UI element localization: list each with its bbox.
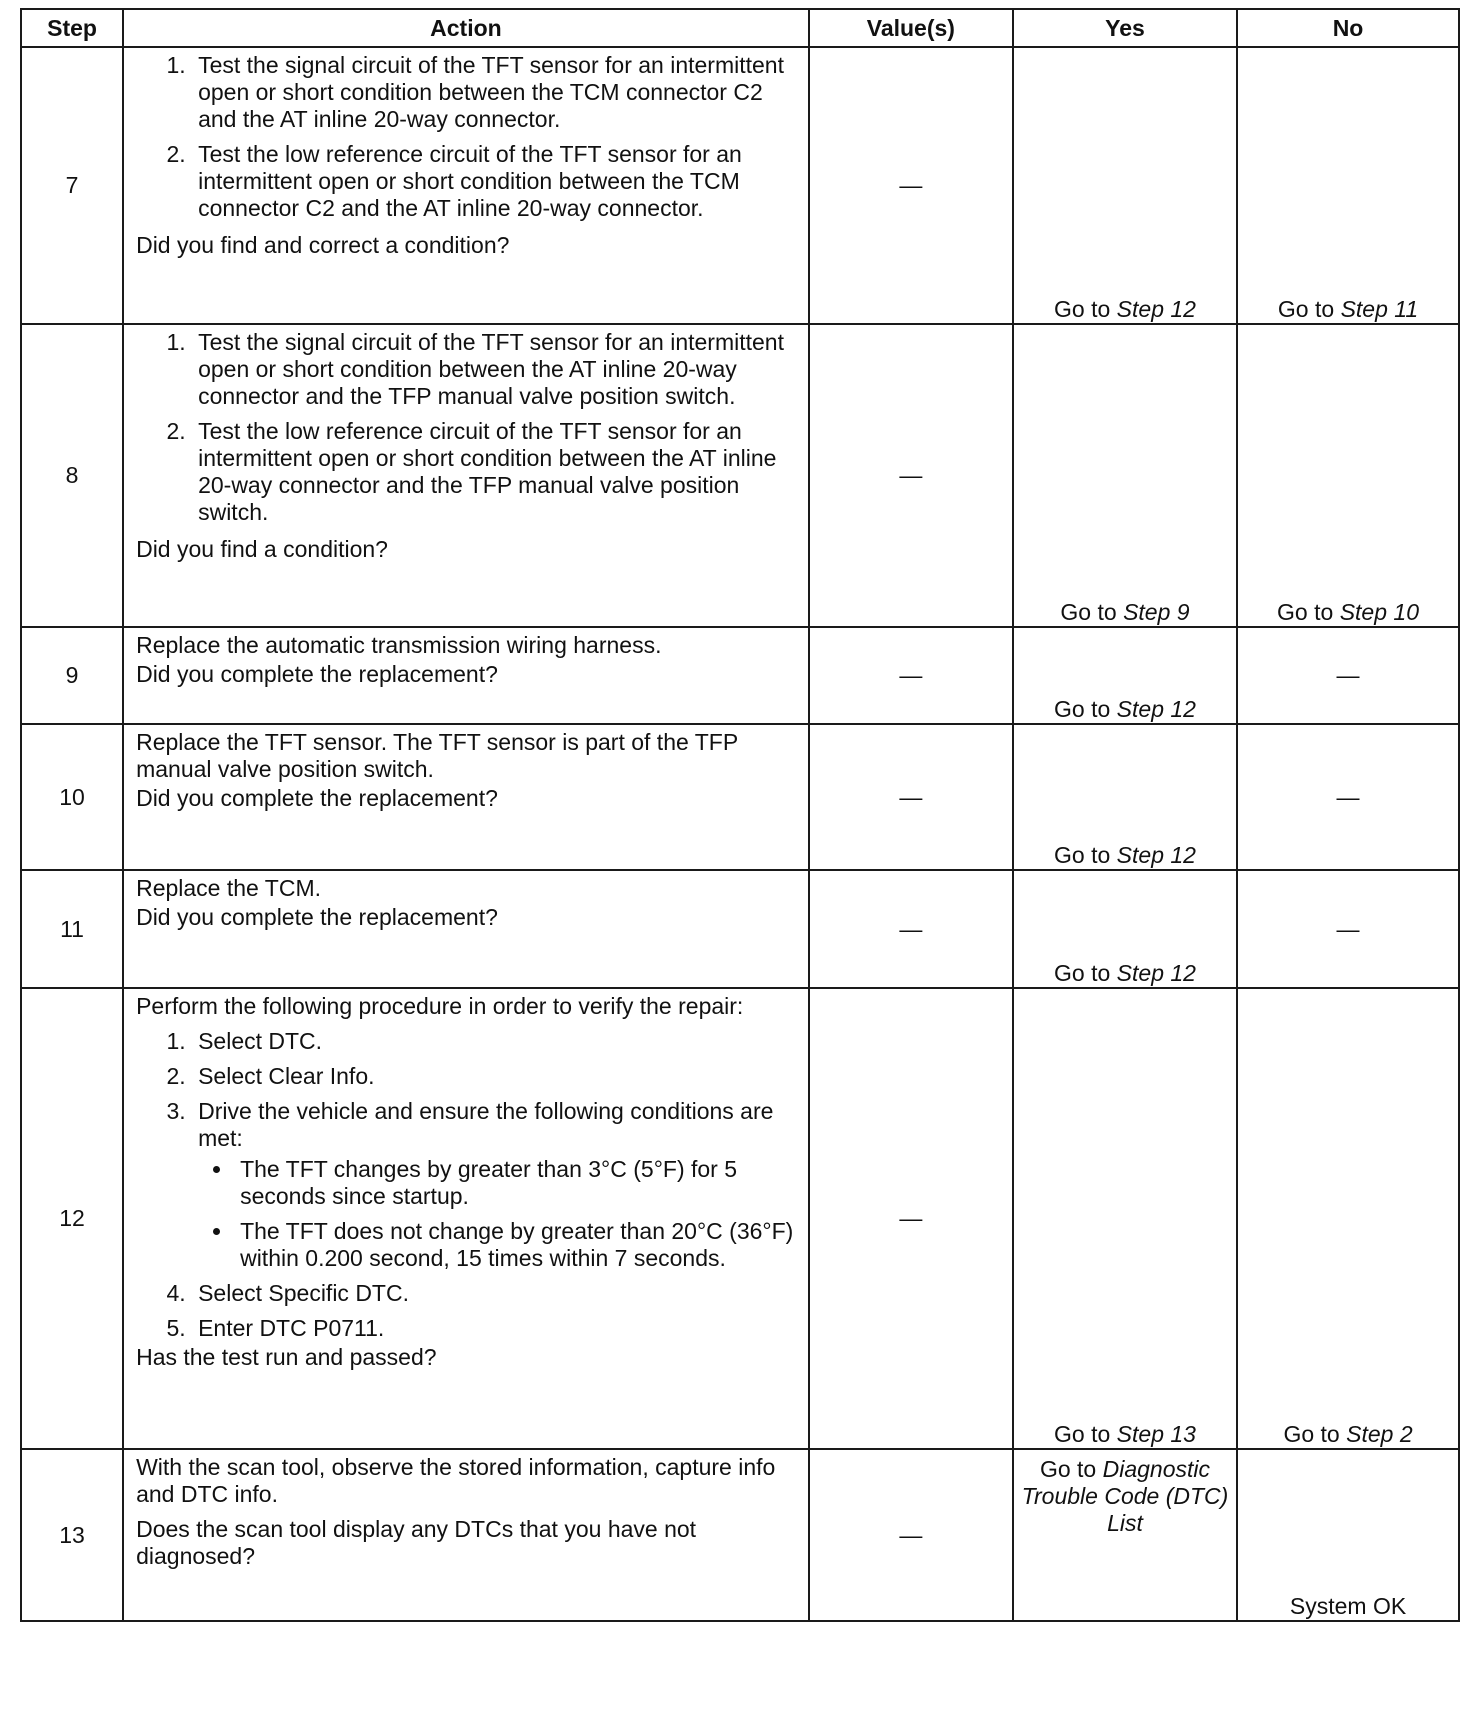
value-cell: —	[809, 724, 1013, 870]
action-question: Has the test run and passed?	[136, 1344, 437, 1370]
action-list	[136, 1028, 796, 1342]
action-item: 4. Select Specific DTC.	[192, 1280, 796, 1307]
yes-step-link[interactable]: Step 9	[1123, 599, 1190, 625]
action-question: Did you find a condition?	[136, 536, 388, 562]
action-list	[136, 329, 796, 534]
no-goto-prefix: Go to	[1277, 296, 1335, 322]
table-row-step-13	[21, 1449, 1459, 1621]
no-step-link[interactable]: Step 10	[1339, 599, 1419, 625]
condition-item: • The TFT changes by greater than 3°C (5°F) for 5 seconds since startup.	[234, 1156, 796, 1210]
action-cell	[123, 724, 809, 870]
header-row	[21, 9, 1459, 47]
action-item: 1. Select DTC.	[192, 1028, 796, 1055]
table-row-step-10	[21, 724, 1459, 870]
no-cell[interactable]	[1237, 324, 1459, 627]
diagnostic-table	[20, 8, 1460, 1622]
action-cell	[123, 1449, 809, 1621]
value-cell: —	[809, 988, 1013, 1449]
step-number: 13	[21, 1449, 123, 1621]
step-number: 12	[21, 988, 123, 1449]
action-item: 2. Test the low reference circuit of the TFT sensor for an intermittent open or short condition between the TCM connector C2 and the AT inline 20-way connector.	[192, 141, 796, 222]
header-action: Action	[123, 9, 809, 47]
no-cell: —	[1237, 627, 1459, 724]
yes-cell[interactable]	[1013, 724, 1237, 870]
value-cell: —	[809, 627, 1013, 724]
no-cell: —	[1237, 870, 1459, 988]
yes-cell[interactable]	[1013, 627, 1237, 724]
no-cell: —	[1237, 724, 1459, 870]
no-goto-prefix: Go to	[1283, 1421, 1340, 1447]
step-number: 11	[21, 870, 123, 988]
header-step: Step	[21, 9, 123, 47]
action-intro: Perform the following procedure in order to verify the repair:	[136, 993, 744, 1019]
action-question: Does the scan tool display any DTCs that you have not diagnosed?	[136, 1516, 697, 1569]
table-row-step-8	[21, 324, 1459, 627]
table-row-step-12	[21, 988, 1459, 1449]
value-cell: —	[809, 324, 1013, 627]
value-cell: —	[809, 870, 1013, 988]
yes-goto-prefix: Go to	[1054, 842, 1111, 868]
yes-cell[interactable]	[1013, 870, 1237, 988]
action-cell	[123, 324, 809, 627]
condition-list	[198, 1156, 796, 1272]
yes-goto-prefix: Go to	[1054, 696, 1111, 722]
action-cell	[123, 47, 809, 324]
no-goto-prefix: Go to	[1277, 599, 1334, 625]
header-no: No	[1237, 9, 1459, 47]
action-item-text: Drive the vehicle and ensure the following conditions are met:	[198, 1098, 774, 1151]
yes-goto-prefix: Go to	[1054, 960, 1111, 986]
no-cell[interactable]	[1237, 988, 1459, 1449]
no-step-link[interactable]: Step 2	[1346, 1421, 1413, 1447]
yes-cell[interactable]	[1013, 324, 1237, 627]
yes-goto-prefix: Go to	[1039, 1456, 1097, 1482]
action-item	[192, 1098, 796, 1272]
yes-step-link[interactable]: Step 12	[1116, 842, 1196, 868]
table-row-step-11	[21, 870, 1459, 988]
yes-cell[interactable]	[1013, 1449, 1237, 1621]
step-number: 7	[21, 47, 123, 324]
condition-item: • The TFT does not change by greater than 20°C (36°F) within 0.200 second, 15 times within 7 seconds.	[234, 1218, 796, 1272]
action-list	[136, 52, 796, 230]
action-text: Replace the TCM.	[136, 875, 322, 901]
yes-step-link[interactable]: Step 12	[1116, 960, 1196, 986]
action-item: 1. Test the signal circuit of the TFT sensor for an intermittent open or short condition between the AT inline 20-way connector and the TFP manual valve position switch.	[192, 329, 796, 410]
action-cell	[123, 988, 809, 1449]
action-item: 1. Test the signal circuit of the TFT sensor for an intermittent open or short condition between the TCM connector C2 and the AT inline 20-way connector.	[192, 52, 796, 133]
action-question: Did you complete the replacement?	[136, 904, 498, 930]
action-question: Did you complete the replacement?	[136, 785, 498, 811]
action-question: Did you find and correct a condition?	[136, 232, 510, 258]
yes-step-link[interactable]: Step 12	[1116, 296, 1196, 322]
action-question: Did you complete the replacement?	[136, 661, 498, 687]
no-cell[interactable]	[1237, 47, 1459, 324]
step-number: 9	[21, 627, 123, 724]
value-cell: —	[809, 1449, 1013, 1621]
table-row-step-7	[21, 47, 1459, 324]
action-text: Replace the automatic transmission wiring harness.	[136, 632, 662, 658]
value-cell: —	[809, 47, 1013, 324]
yes-dtc-list-link[interactable]: Diagnostic Trouble Code (DTC) List	[1021, 1456, 1229, 1536]
yes-cell[interactable]	[1013, 988, 1237, 1449]
step-number: 8	[21, 324, 123, 627]
action-text: With the scan tool, observe the stored information, capture info and DTC info.	[136, 1454, 776, 1507]
action-text: Replace the TFT sensor. The TFT sensor is part of the TFP manual valve position switch.	[136, 729, 738, 782]
action-item: 2. Select Clear Info.	[192, 1063, 796, 1090]
action-cell	[123, 870, 809, 988]
action-item: 5. Enter DTC P0711.	[192, 1315, 796, 1342]
no-step-link[interactable]: Step 11	[1340, 296, 1419, 322]
yes-goto-prefix: Go to	[1054, 296, 1111, 322]
header-values: Value(s)	[809, 9, 1013, 47]
yes-goto-prefix: Go to	[1054, 1421, 1111, 1447]
action-item: 2. Test the low reference circuit of the TFT sensor for an intermittent open or short condition between the AT inline 20-way connector and the TFP manual valve position switch.	[192, 418, 796, 526]
step-number: 10	[21, 724, 123, 870]
action-cell	[123, 627, 809, 724]
no-cell: System OK	[1237, 1449, 1459, 1621]
yes-step-link[interactable]: Step 12	[1116, 696, 1196, 722]
yes-goto-prefix: Go to	[1060, 599, 1117, 625]
yes-cell[interactable]	[1013, 47, 1237, 324]
yes-step-link[interactable]: Step 13	[1116, 1421, 1196, 1447]
header-yes: Yes	[1013, 9, 1237, 47]
table-row-step-9	[21, 627, 1459, 724]
